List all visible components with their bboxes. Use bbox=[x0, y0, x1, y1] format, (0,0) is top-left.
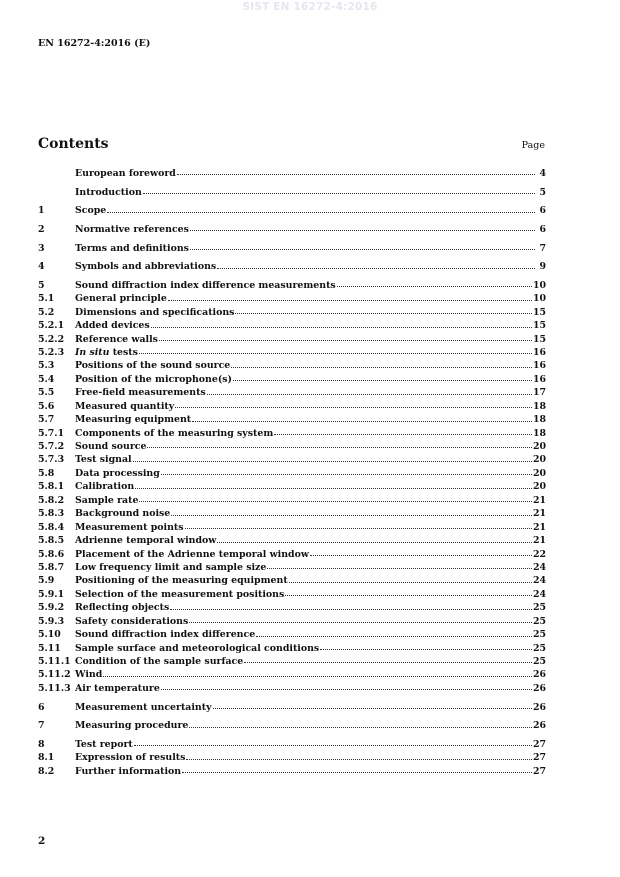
toc-entry-page: 10 bbox=[532, 293, 546, 305]
toc-entry[interactable] bbox=[38, 765, 546, 778]
toc-entry-page: 15 bbox=[532, 333, 546, 345]
toc-entry-title[interactable]: Further information bbox=[75, 765, 182, 777]
dot-leader bbox=[310, 554, 532, 556]
toc-entry-title[interactable]: Wind bbox=[75, 669, 103, 681]
toc-entry-number: 1 bbox=[38, 205, 45, 217]
toc-entry[interactable] bbox=[38, 242, 546, 255]
toc-entry[interactable] bbox=[38, 319, 546, 332]
toc-entry-title[interactable]: Selection of the measurement positions bbox=[75, 588, 285, 600]
table-of-contents bbox=[38, 167, 546, 778]
dot-leader bbox=[256, 635, 532, 637]
toc-entry-page: 10 bbox=[532, 279, 546, 291]
dot-leader bbox=[285, 594, 532, 596]
toc-entry-number: 5.11.3 bbox=[38, 682, 71, 694]
toc-entry-title[interactable]: Placement of the Adrienne temporal window bbox=[75, 548, 309, 560]
toc-entry-number: 5.4 bbox=[38, 373, 55, 385]
toc-entry-number: 8.1 bbox=[38, 752, 55, 764]
toc-entry-number: 5.2.3 bbox=[38, 346, 65, 358]
toc-entry[interactable] bbox=[38, 719, 546, 732]
toc-entry-title[interactable]: Data processing bbox=[75, 467, 160, 479]
toc-entry-title[interactable]: Components of the measuring system bbox=[75, 427, 274, 439]
toc-entry[interactable] bbox=[38, 494, 546, 507]
toc-entry-title[interactable]: Measurement uncertainty bbox=[75, 701, 212, 713]
toc-entry-number: 5.9.1 bbox=[38, 588, 65, 600]
toc-entry-title[interactable]: Reference walls bbox=[75, 333, 158, 345]
toc-entry-number: 5.9.3 bbox=[38, 615, 65, 627]
toc-entry-title[interactable]: Low frequency limit and sample size bbox=[75, 561, 267, 573]
toc-entry-number: 5.3 bbox=[38, 360, 55, 372]
toc-entry-number: 5.10 bbox=[38, 629, 61, 641]
toc-entry[interactable] bbox=[38, 413, 546, 426]
toc-entry-page: 5 bbox=[539, 186, 546, 198]
toc-entry[interactable] bbox=[38, 186, 546, 199]
toc-entry-number: 5.8.4 bbox=[38, 521, 65, 533]
toc-entry-page: 25 bbox=[532, 629, 546, 641]
toc-entry[interactable] bbox=[38, 738, 546, 751]
toc-entry-title[interactable]: Test signal bbox=[75, 454, 132, 466]
toc-entry-page: 26 bbox=[532, 720, 546, 732]
dot-leader bbox=[190, 229, 535, 231]
toc-entry-title[interactable]: Sound diffraction index difference bbox=[75, 629, 256, 641]
toc-entry-page: 21 bbox=[532, 535, 546, 547]
dot-leader bbox=[175, 406, 532, 408]
toc-entry-title[interactable]: European foreword bbox=[75, 168, 176, 179]
toc-entry-page: 26 bbox=[532, 701, 546, 713]
toc-entry-number: 5.7.2 bbox=[38, 441, 65, 452]
dot-leader bbox=[170, 608, 532, 610]
toc-entry-page: 16 bbox=[532, 360, 546, 372]
dot-leader bbox=[143, 192, 535, 194]
toc-entry-page: 6 bbox=[539, 205, 546, 217]
toc-entry-page: 26 bbox=[532, 669, 546, 681]
toc-entry-number: 5.8.2 bbox=[38, 494, 65, 506]
toc-entry-page: 25 bbox=[532, 602, 546, 614]
toc-entry[interactable] bbox=[38, 223, 546, 236]
dot-leader bbox=[103, 675, 532, 677]
toc-entry-title[interactable]: Condition of the sample surface bbox=[75, 656, 244, 667]
toc-entry-page: 18 bbox=[532, 400, 546, 412]
dot-leader bbox=[107, 211, 535, 213]
toc-entry-page: 7 bbox=[539, 242, 546, 254]
toc-entry-title[interactable]: Normative references bbox=[75, 223, 189, 235]
toc-entry-page: 20 bbox=[532, 441, 546, 452]
dot-leader bbox=[213, 707, 532, 709]
toc-entry[interactable] bbox=[38, 467, 546, 480]
toc-entry-title[interactable]: Measurement points bbox=[75, 521, 184, 533]
dot-leader bbox=[217, 541, 532, 543]
toc-entry-page: 25 bbox=[532, 615, 546, 627]
toc-entry-number: 5.6 bbox=[38, 400, 55, 412]
toc-entry[interactable] bbox=[38, 534, 546, 547]
toc-entry-number: 5.8.7 bbox=[38, 561, 65, 573]
page-number: 2 bbox=[38, 835, 46, 847]
dot-leader bbox=[134, 744, 532, 746]
toc-entry-number: 5.8.3 bbox=[38, 508, 65, 520]
toc-entry-number: 2 bbox=[38, 223, 45, 235]
toc-entry-page: 15 bbox=[532, 306, 546, 318]
dot-leader bbox=[147, 446, 532, 448]
toc-entry-page: 6 bbox=[539, 223, 546, 235]
toc-entry[interactable] bbox=[38, 548, 546, 561]
dot-leader bbox=[207, 393, 532, 395]
toc-entry-title-rest: tests bbox=[109, 346, 138, 358]
toc-entry-title[interactable]: Measuring equipment bbox=[75, 414, 192, 426]
toc-entry[interactable] bbox=[38, 588, 546, 601]
dot-leader bbox=[161, 473, 532, 475]
toc-entry[interactable] bbox=[38, 574, 546, 587]
toc-entry-title[interactable]: General principle bbox=[75, 293, 167, 305]
toc-entry-page: 9 bbox=[539, 261, 546, 273]
toc-entry[interactable] bbox=[38, 440, 546, 453]
dot-leader bbox=[186, 758, 532, 760]
toc-entry-page: 26 bbox=[532, 682, 546, 694]
toc-entry[interactable] bbox=[38, 279, 546, 292]
document-id: EN 16272-4:2016 (E) bbox=[38, 38, 151, 49]
toc-entry-page: 25 bbox=[532, 642, 546, 654]
toc-entry-number: 5.11.1 bbox=[38, 656, 71, 667]
dot-leader bbox=[151, 326, 532, 328]
dot-leader bbox=[337, 285, 532, 287]
toc-entry-number: 5.8 bbox=[38, 467, 55, 479]
toc-entry-title[interactable]: Sound diffraction index difference measurements bbox=[75, 279, 336, 291]
dot-leader bbox=[159, 339, 532, 341]
dot-leader bbox=[161, 688, 532, 690]
toc-entry-number: 5.5 bbox=[38, 387, 55, 399]
toc-entry-page: 18 bbox=[532, 414, 546, 426]
toc-entry[interactable] bbox=[38, 346, 546, 359]
page-column-label: Page bbox=[521, 140, 545, 151]
toc-entry[interactable] bbox=[38, 427, 546, 440]
toc-entry-page: 18 bbox=[532, 427, 546, 439]
dot-leader bbox=[185, 527, 532, 529]
toc-entry-number: 5.2 bbox=[38, 306, 55, 318]
toc-entry-title[interactable]: Test report bbox=[75, 738, 133, 750]
toc-entry-title[interactable]: Symbols and abbreviations bbox=[75, 261, 217, 273]
dot-leader bbox=[139, 500, 532, 502]
toc-entry-number: 3 bbox=[38, 242, 45, 254]
dot-leader bbox=[320, 648, 532, 650]
toc-entry-page: 24 bbox=[532, 561, 546, 573]
toc-entry[interactable] bbox=[38, 655, 546, 668]
toc-entry-number: 5.7 bbox=[38, 414, 55, 426]
toc-entry[interactable] bbox=[38, 701, 546, 714]
toc-entry[interactable] bbox=[38, 628, 546, 641]
dot-leader bbox=[235, 312, 531, 314]
dot-leader bbox=[171, 514, 532, 516]
dot-leader bbox=[233, 379, 532, 381]
toc-entry-number: 5.9 bbox=[38, 575, 55, 587]
toc-entry-number: 5.8.5 bbox=[38, 535, 65, 547]
toc-entry-page: 25 bbox=[532, 656, 546, 667]
toc-entry-page: 22 bbox=[532, 548, 546, 560]
toc-entry-number: 5.8.6 bbox=[38, 548, 65, 560]
toc-entry[interactable] bbox=[38, 561, 546, 574]
dot-leader bbox=[289, 581, 532, 583]
toc-entry-title-italic: In situ bbox=[75, 346, 110, 358]
dot-leader bbox=[135, 487, 532, 489]
toc-entry[interactable] bbox=[38, 359, 546, 372]
toc-entry-page: 20 bbox=[532, 454, 546, 466]
dot-leader bbox=[244, 661, 532, 663]
toc-entry-title[interactable]: Sound source bbox=[75, 441, 147, 452]
toc-entry-page: 20 bbox=[532, 467, 546, 479]
toc-entry-title[interactable]: Sample surface and meteorological conditions bbox=[75, 642, 320, 654]
toc-entry-title[interactable]: Terms and definitions bbox=[75, 242, 189, 254]
toc-entry-title[interactable]: Adrienne temporal window bbox=[75, 535, 217, 547]
dot-leader bbox=[177, 173, 535, 175]
toc-entry-number: 5.1 bbox=[38, 293, 55, 305]
toc-entry[interactable] bbox=[38, 668, 546, 681]
toc-entry-page: 27 bbox=[532, 738, 546, 750]
toc-entry-page: 16 bbox=[532, 346, 546, 358]
toc-entry[interactable] bbox=[38, 306, 546, 319]
toc-entry-title[interactable]: Free-field measurements bbox=[75, 387, 206, 399]
toc-entry-title[interactable]: Measuring procedure bbox=[75, 720, 189, 732]
toc-entry[interactable] bbox=[38, 333, 546, 346]
toc-entry[interactable] bbox=[38, 386, 546, 399]
toc-entry[interactable] bbox=[38, 260, 546, 273]
toc-entry-page: 16 bbox=[532, 373, 546, 385]
toc-entry-title[interactable]: Dimensions and specifications bbox=[75, 306, 235, 318]
toc-entry-number: 8 bbox=[38, 738, 45, 750]
toc-entry[interactable] bbox=[38, 400, 546, 413]
toc-entry-page: 15 bbox=[532, 320, 546, 332]
toc-entry[interactable] bbox=[38, 167, 546, 180]
toc-entry-title[interactable]: Measured quantity bbox=[75, 400, 175, 412]
toc-entry-page: 21 bbox=[532, 494, 546, 506]
toc-entry-title[interactable]: Positioning of the measuring equipment bbox=[75, 575, 288, 587]
toc-entry[interactable] bbox=[38, 751, 546, 764]
toc-entry-number: 5.8.1 bbox=[38, 481, 65, 493]
toc-entry-number: 5 bbox=[38, 279, 45, 291]
toc-entry-number: 5.2.1 bbox=[38, 320, 65, 332]
toc-entry-number: 5.7.3 bbox=[38, 454, 65, 466]
dot-leader bbox=[189, 726, 532, 728]
toc-entry-page: 17 bbox=[532, 387, 546, 399]
toc-entry-number: 4 bbox=[38, 261, 45, 273]
toc-entry[interactable] bbox=[38, 480, 546, 493]
toc-entry[interactable] bbox=[38, 615, 546, 628]
toc-entry[interactable] bbox=[38, 601, 546, 614]
dot-leader bbox=[139, 352, 532, 354]
toc-entry[interactable] bbox=[38, 642, 546, 655]
toc-entry-title[interactable]: Introduction bbox=[75, 186, 142, 198]
toc-entry-title[interactable]: Safety considerations bbox=[75, 615, 189, 627]
toc-entry[interactable] bbox=[38, 453, 546, 466]
dot-leader bbox=[231, 366, 532, 368]
toc-entry-number: 5.11.2 bbox=[38, 669, 71, 681]
dot-leader bbox=[274, 433, 532, 435]
toc-entry-number: 6 bbox=[38, 701, 45, 713]
toc-entry-title[interactable]: Added devices bbox=[75, 320, 150, 332]
toc-entry[interactable] bbox=[38, 521, 546, 534]
toc-entry-title[interactable]: Positions of the sound source bbox=[75, 360, 231, 372]
toc-entry-page: 20 bbox=[532, 481, 546, 493]
toc-entry-title[interactable]: Position of the microphone(s) bbox=[75, 373, 232, 385]
toc-entry-title[interactable]: Background noise bbox=[75, 508, 171, 520]
toc-entry-number: 5.9.2 bbox=[38, 602, 65, 614]
toc-entry-title[interactable]: Calibration bbox=[75, 481, 135, 493]
dot-leader bbox=[189, 621, 532, 623]
toc-entry-number: 5.11 bbox=[38, 642, 61, 654]
toc-entry-page: 27 bbox=[532, 765, 546, 777]
dot-leader bbox=[217, 267, 535, 269]
toc-entry-page: 21 bbox=[532, 508, 546, 520]
toc-entry-number: 5.2.2 bbox=[38, 333, 65, 345]
toc-entry[interactable] bbox=[38, 507, 546, 520]
toc-entry-number: 7 bbox=[38, 720, 45, 732]
toc-entry-number: 8.2 bbox=[38, 765, 55, 777]
toc-entry-page: 24 bbox=[532, 575, 546, 587]
toc-entry-title[interactable]: Sample rate bbox=[75, 494, 139, 506]
toc-entry-page: 21 bbox=[532, 521, 546, 533]
toc-entry-title[interactable]: Expression of results bbox=[75, 752, 186, 764]
toc-entry[interactable] bbox=[38, 373, 546, 386]
dot-leader bbox=[182, 771, 532, 773]
dot-leader bbox=[168, 299, 532, 301]
dot-leader bbox=[267, 567, 532, 569]
toc-entry[interactable] bbox=[38, 292, 546, 305]
contents-title: Contents bbox=[38, 136, 109, 152]
toc-entry[interactable] bbox=[38, 204, 546, 217]
dot-leader bbox=[133, 460, 532, 462]
toc-entry-title[interactable]: Scope bbox=[75, 205, 107, 217]
toc-entry-page: 4 bbox=[539, 168, 546, 179]
watermark: SIST EN 16272-4:2016 bbox=[242, 1, 378, 13]
toc-entry-title[interactable] bbox=[75, 346, 138, 359]
toc-entry[interactable] bbox=[38, 682, 546, 695]
toc-entry-page: 24 bbox=[532, 588, 546, 600]
dot-leader bbox=[192, 420, 532, 422]
toc-entry-title[interactable]: Reflecting objects bbox=[75, 602, 170, 614]
toc-entry-page: 27 bbox=[532, 752, 546, 764]
toc-entry-number: 5.7.1 bbox=[38, 427, 65, 439]
toc-entry-title[interactable]: Air temperature bbox=[75, 682, 160, 694]
dot-leader bbox=[190, 248, 535, 250]
